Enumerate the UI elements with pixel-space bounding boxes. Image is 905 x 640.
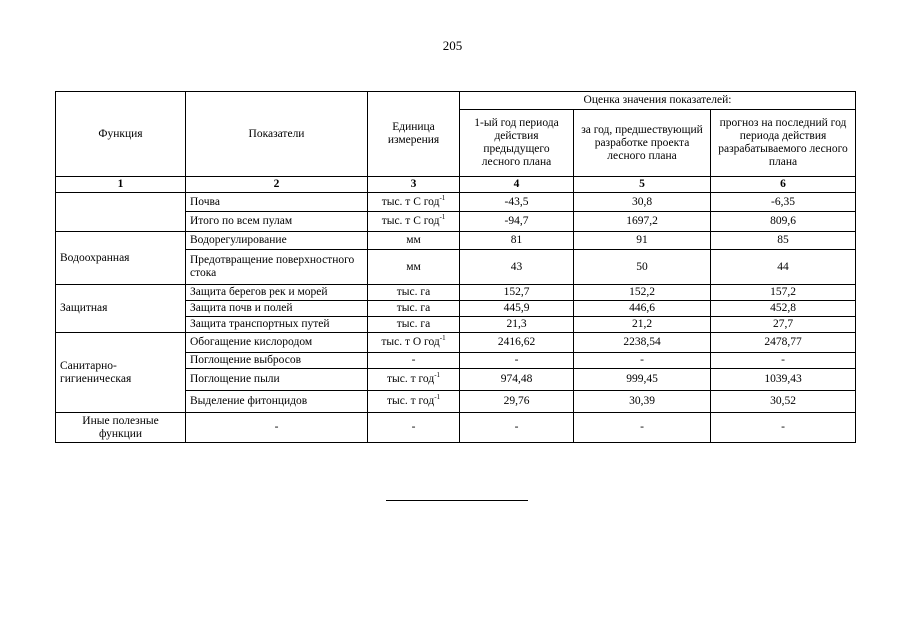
value-cell: -43,5 [460, 193, 574, 212]
value-cell: 446,6 [574, 301, 711, 317]
indicator-cell: Почва [186, 193, 368, 212]
col-number: 3 [368, 177, 460, 193]
value-cell: 30,52 [711, 391, 856, 413]
indicator-cell: Защита берегов рек и морей [186, 285, 368, 301]
table-row [56, 413, 856, 443]
indicator-cell: Защита почв и полей [186, 301, 368, 317]
header-function: Функция [56, 92, 186, 177]
indicator-cell: Поглощение выбросов [186, 353, 368, 369]
value-cell: 152,7 [460, 285, 574, 301]
indicators-table [55, 91, 856, 443]
unit-cell: мм [368, 232, 460, 250]
header-col5: за год, предшествующий разработке проекта лесного плана [574, 110, 711, 177]
table-row [56, 193, 856, 212]
indicator-cell: Выделение фитонцидов [186, 391, 368, 413]
value-cell: - [460, 413, 574, 443]
col-number: 1 [56, 177, 186, 193]
value-cell: 21,3 [460, 317, 574, 333]
indicator-cell: Обогащение кислородом [186, 333, 368, 353]
value-cell: - [460, 353, 574, 369]
indicator-cell: Предотвращение поверхностного стока [186, 250, 368, 285]
value-cell: 91 [574, 232, 711, 250]
value-cell: 445,9 [460, 301, 574, 317]
footnote-separator-line [386, 500, 528, 501]
col-number: 4 [460, 177, 574, 193]
value-cell: 152,2 [574, 285, 711, 301]
value-cell: - [574, 413, 711, 443]
header-col6: прогноз на последний год периода действия разрабатываемого лесного плана [711, 110, 856, 177]
unit-cell: тыс. т год$^{-1}$ [368, 391, 460, 413]
unit-cell: тыс. т О год$^{-1}$ [368, 333, 460, 353]
group-label-other: Иные полезные функции [56, 413, 186, 443]
header-indicators: Показатели [186, 92, 368, 177]
indicator-cell: Водорегулирование [186, 232, 368, 250]
value-cell: 27,7 [711, 317, 856, 333]
indicator-cell: - [186, 413, 368, 443]
table-row [56, 232, 856, 250]
value-cell: 81 [460, 232, 574, 250]
value-cell: 2478,77 [711, 333, 856, 353]
value-cell: 1697,2 [574, 212, 711, 232]
value-cell: 2238,54 [574, 333, 711, 353]
header-evaluation: Оценка значения показателей: [460, 92, 856, 110]
indicator-cell: Итого по всем пулам [186, 212, 368, 232]
col-number: 5 [574, 177, 711, 193]
value-cell: 43 [460, 250, 574, 285]
value-cell: -94,7 [460, 212, 574, 232]
group-empty [56, 193, 186, 232]
col-number: 2 [186, 177, 368, 193]
value-cell: 452,8 [711, 301, 856, 317]
table-row [56, 333, 856, 353]
unit-cell: тыс. га [368, 317, 460, 333]
unit-cell: тыс. га [368, 285, 460, 301]
unit-cell: - [368, 413, 460, 443]
value-cell: 44 [711, 250, 856, 285]
indicator-cell: Защита транспортных путей [186, 317, 368, 333]
page-number: 205 [442, 38, 463, 53]
value-cell: 809,6 [711, 212, 856, 232]
value-cell: - [574, 353, 711, 369]
indicator-cell: Поглощение пыли [186, 369, 368, 391]
value-cell: - [711, 353, 856, 369]
value-cell: 30,8 [574, 193, 711, 212]
unit-cell: тыс. т С год$^{-1}$ [368, 193, 460, 212]
value-cell: 999,45 [574, 369, 711, 391]
header-col4: 1-ый год периода действия предыдущего лесного плана [460, 110, 574, 177]
value-cell: 50 [574, 250, 711, 285]
value-cell: 974,48 [460, 369, 574, 391]
value-cell: 29,76 [460, 391, 574, 413]
value-cell: 1039,43 [711, 369, 856, 391]
col-number: 6 [711, 177, 856, 193]
unit-cell: тыс. т С год$^{-1}$ [368, 212, 460, 232]
group-label-water: Водоохранная [56, 232, 186, 285]
table-row [56, 285, 856, 301]
column-number-row [56, 177, 856, 193]
unit-cell: - [368, 353, 460, 369]
value-cell: 30,39 [574, 391, 711, 413]
header-unit: Единица измерения [368, 92, 460, 177]
value-cell: - [711, 413, 856, 443]
group-label-protective: Защитная [56, 285, 186, 333]
group-label-sanitary: Санитарно-гигиеническая [56, 333, 186, 413]
unit-cell: тыс. га [368, 301, 460, 317]
value-cell: -6,35 [711, 193, 856, 212]
unit-cell: мм [368, 250, 460, 285]
value-cell: 85 [711, 232, 856, 250]
value-cell: 21,2 [574, 317, 711, 333]
value-cell: 2416,62 [460, 333, 574, 353]
value-cell: 157,2 [711, 285, 856, 301]
unit-cell: тыс. т год$^{-1}$ [368, 369, 460, 391]
